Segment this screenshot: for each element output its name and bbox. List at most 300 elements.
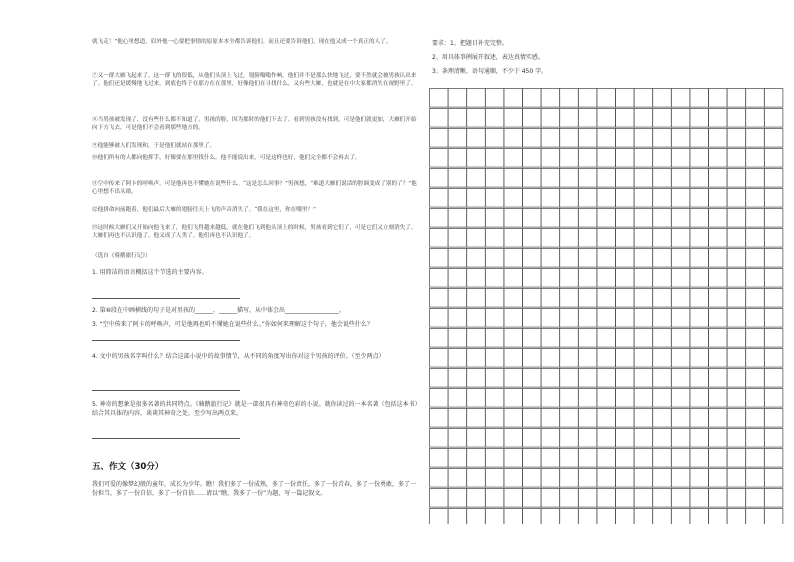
grid-cell[interactable]	[485, 249, 504, 268]
grid-cell[interactable]	[523, 429, 542, 448]
grid-cell[interactable]	[597, 229, 616, 248]
grid-cell[interactable]	[448, 149, 467, 168]
grid-cell[interactable]	[597, 169, 616, 188]
grid-cell[interactable]	[523, 189, 542, 208]
grid-cell[interactable]	[727, 149, 746, 168]
grid-cell[interactable]	[578, 149, 597, 168]
grid-cell[interactable]	[746, 349, 765, 368]
grid-cell[interactable]	[653, 269, 672, 288]
grid-cell[interactable]	[541, 389, 560, 408]
grid-cell[interactable]	[727, 89, 746, 108]
grid-cell[interactable]	[485, 109, 504, 128]
grid-cell[interactable]	[597, 309, 616, 328]
grid-cell[interactable]	[541, 129, 560, 148]
grid-cell[interactable]	[727, 109, 746, 128]
grid-cell[interactable]	[541, 89, 560, 108]
grid-cell[interactable]	[485, 169, 504, 188]
grid-cell[interactable]	[653, 329, 672, 348]
grid-cell[interactable]	[523, 289, 542, 308]
grid-cell[interactable]	[764, 189, 783, 208]
grid-cell[interactable]	[597, 369, 616, 388]
grid-cell[interactable]	[485, 469, 504, 488]
grid-cell[interactable]	[430, 509, 449, 525]
grid-cell[interactable]	[504, 329, 523, 348]
grid-cell[interactable]	[653, 209, 672, 228]
grid-cell[interactable]	[430, 189, 449, 208]
grid-cell[interactable]	[578, 289, 597, 308]
grid-cell[interactable]	[616, 249, 635, 268]
grid-cell[interactable]	[616, 189, 635, 208]
grid-cell[interactable]	[504, 149, 523, 168]
answer-line[interactable]	[92, 438, 240, 439]
grid-cell[interactable]	[634, 109, 653, 128]
grid-cell[interactable]	[448, 349, 467, 368]
grid-cell[interactable]	[727, 349, 746, 368]
grid-cell[interactable]	[430, 309, 449, 328]
grid-cell[interactable]	[578, 349, 597, 368]
grid-cell[interactable]	[467, 129, 486, 148]
grid-cell[interactable]	[578, 189, 597, 208]
grid-cell[interactable]	[727, 449, 746, 468]
grid-cell[interactable]	[578, 89, 597, 108]
grid-cell[interactable]	[690, 389, 709, 408]
grid-cell[interactable]	[448, 269, 467, 288]
grid-cell[interactable]	[634, 489, 653, 508]
grid-cell[interactable]	[709, 349, 728, 368]
grid-cell[interactable]	[560, 109, 579, 128]
grid-cell[interactable]	[504, 469, 523, 488]
grid-cell[interactable]	[727, 329, 746, 348]
grid-cell[interactable]	[448, 229, 467, 248]
grid-cell[interactable]	[634, 89, 653, 108]
grid-cell[interactable]	[485, 329, 504, 348]
grid-cell[interactable]	[671, 469, 690, 488]
grid-cell[interactable]	[653, 349, 672, 368]
grid-cell[interactable]	[709, 309, 728, 328]
grid-cell[interactable]	[616, 129, 635, 148]
grid-cell[interactable]	[727, 489, 746, 508]
grid-cell[interactable]	[430, 149, 449, 168]
grid-cell[interactable]	[634, 189, 653, 208]
grid-cell[interactable]	[746, 289, 765, 308]
grid-cell[interactable]	[634, 449, 653, 468]
grid-cell[interactable]	[560, 89, 579, 108]
grid-cell[interactable]	[448, 309, 467, 328]
grid-cell[interactable]	[448, 329, 467, 348]
grid-cell[interactable]	[504, 349, 523, 368]
grid-cell[interactable]	[430, 109, 449, 128]
grid-cell[interactable]	[671, 249, 690, 268]
grid-cell[interactable]	[597, 289, 616, 308]
grid-cell[interactable]	[597, 509, 616, 525]
grid-cell[interactable]	[485, 89, 504, 108]
grid-cell[interactable]	[709, 369, 728, 388]
grid-cell[interactable]	[709, 509, 728, 525]
grid-cell[interactable]	[764, 449, 783, 468]
grid-cell[interactable]	[578, 389, 597, 408]
grid-cell[interactable]	[560, 249, 579, 268]
grid-cell[interactable]	[634, 369, 653, 388]
grid-cell[interactable]	[690, 289, 709, 308]
grid-cell[interactable]	[671, 409, 690, 428]
grid-cell[interactable]	[597, 489, 616, 508]
grid-cell[interactable]	[671, 309, 690, 328]
grid-cell[interactable]	[746, 369, 765, 388]
grid-cell[interactable]	[448, 129, 467, 148]
grid-cell[interactable]	[616, 409, 635, 428]
grid-cell[interactable]	[671, 489, 690, 508]
answer-line[interactable]	[92, 390, 240, 391]
grid-cell[interactable]	[616, 109, 635, 128]
grid-cell[interactable]	[430, 489, 449, 508]
grid-cell[interactable]	[727, 289, 746, 308]
grid-cell[interactable]	[746, 329, 765, 348]
grid-cell[interactable]	[541, 369, 560, 388]
grid-cell[interactable]	[485, 429, 504, 448]
grid-cell[interactable]	[541, 449, 560, 468]
grid-cell[interactable]	[448, 289, 467, 308]
grid-cell[interactable]	[764, 369, 783, 388]
grid-cell[interactable]	[671, 389, 690, 408]
grid-cell[interactable]	[727, 369, 746, 388]
grid-cell[interactable]	[523, 389, 542, 408]
grid-cell[interactable]	[727, 429, 746, 448]
grid-cell[interactable]	[616, 149, 635, 168]
grid-cell[interactable]	[653, 429, 672, 448]
grid-cell[interactable]	[727, 209, 746, 228]
grid-cell[interactable]	[653, 389, 672, 408]
grid-cell[interactable]	[690, 349, 709, 368]
grid-cell[interactable]	[634, 169, 653, 188]
grid-cell[interactable]	[671, 129, 690, 148]
grid-cell[interactable]	[597, 149, 616, 168]
grid-cell[interactable]	[746, 149, 765, 168]
grid-cell[interactable]	[764, 209, 783, 228]
grid-cell[interactable]	[727, 229, 746, 248]
grid-cell[interactable]	[597, 389, 616, 408]
grid-cell[interactable]	[690, 429, 709, 448]
grid-cell[interactable]	[523, 349, 542, 368]
grid-cell[interactable]	[485, 369, 504, 388]
grid-cell[interactable]	[764, 89, 783, 108]
grid-cell[interactable]	[597, 209, 616, 228]
grid-cell[interactable]	[671, 169, 690, 188]
grid-cell[interactable]	[560, 309, 579, 328]
grid-cell[interactable]	[746, 389, 765, 408]
grid-cell[interactable]	[634, 289, 653, 308]
grid-cell[interactable]	[709, 409, 728, 428]
grid-cell[interactable]	[523, 129, 542, 148]
grid-cell[interactable]	[448, 389, 467, 408]
grid-cell[interactable]	[616, 489, 635, 508]
grid-cell[interactable]	[523, 109, 542, 128]
grid-cell[interactable]	[727, 509, 746, 525]
grid-cell[interactable]	[727, 309, 746, 328]
grid-cell[interactable]	[709, 129, 728, 148]
grid-cell[interactable]	[764, 169, 783, 188]
grid-cell[interactable]	[764, 349, 783, 368]
grid-cell[interactable]	[746, 189, 765, 208]
grid-cell[interactable]	[764, 409, 783, 428]
grid-cell[interactable]	[485, 489, 504, 508]
grid-cell[interactable]	[467, 289, 486, 308]
grid-cell[interactable]	[541, 429, 560, 448]
grid-cell[interactable]	[560, 409, 579, 428]
grid-cell[interactable]	[671, 229, 690, 248]
grid-cell[interactable]	[709, 109, 728, 128]
grid-cell[interactable]	[504, 169, 523, 188]
grid-cell[interactable]	[690, 169, 709, 188]
grid-cell[interactable]	[597, 249, 616, 268]
grid-cell[interactable]	[541, 189, 560, 208]
grid-cell[interactable]	[653, 369, 672, 388]
grid-cell[interactable]	[504, 369, 523, 388]
grid-cell[interactable]	[541, 349, 560, 368]
grid-cell[interactable]	[578, 329, 597, 348]
grid-cell[interactable]	[709, 469, 728, 488]
grid-cell[interactable]	[560, 169, 579, 188]
answer-line[interactable]	[92, 340, 240, 341]
grid-cell[interactable]	[746, 409, 765, 428]
grid-cell[interactable]	[578, 309, 597, 328]
grid-cell[interactable]	[467, 349, 486, 368]
grid-cell[interactable]	[523, 469, 542, 488]
grid-cell[interactable]	[485, 269, 504, 288]
grid-cell[interactable]	[690, 109, 709, 128]
grid-cell[interactable]	[523, 509, 542, 525]
grid-cell[interactable]	[430, 89, 449, 108]
grid-cell[interactable]	[653, 249, 672, 268]
writing-grid[interactable]	[429, 88, 791, 524]
grid-cell[interactable]	[467, 169, 486, 188]
grid-cell[interactable]	[485, 409, 504, 428]
grid-cell[interactable]	[690, 209, 709, 228]
grid-cell[interactable]	[504, 489, 523, 508]
grid-cell[interactable]	[616, 269, 635, 288]
grid-cell[interactable]	[653, 409, 672, 428]
grid-cell[interactable]	[560, 389, 579, 408]
grid-cell[interactable]	[764, 309, 783, 328]
grid-cell[interactable]	[690, 329, 709, 348]
grid-cell[interactable]	[430, 129, 449, 148]
grid-cell[interactable]	[671, 349, 690, 368]
grid-cell[interactable]	[690, 309, 709, 328]
grid-cell[interactable]	[616, 329, 635, 348]
grid-cell[interactable]	[764, 429, 783, 448]
grid-cell[interactable]	[671, 189, 690, 208]
grid-cell[interactable]	[467, 389, 486, 408]
grid-cell[interactable]	[690, 249, 709, 268]
grid-cell[interactable]	[597, 189, 616, 208]
grid-cell[interactable]	[709, 209, 728, 228]
grid-cell[interactable]	[467, 229, 486, 248]
grid-cell[interactable]	[560, 149, 579, 168]
grid-cell[interactable]	[467, 329, 486, 348]
grid-cell[interactable]	[467, 189, 486, 208]
grid-cell[interactable]	[467, 429, 486, 448]
grid-cell[interactable]	[448, 489, 467, 508]
grid-cell[interactable]	[523, 169, 542, 188]
grid-cell[interactable]	[597, 449, 616, 468]
grid-cell[interactable]	[597, 409, 616, 428]
grid-cell[interactable]	[448, 109, 467, 128]
grid-cell[interactable]	[541, 229, 560, 248]
grid-cell[interactable]	[764, 269, 783, 288]
grid-cell[interactable]	[523, 209, 542, 228]
grid-cell[interactable]	[523, 249, 542, 268]
grid-cell[interactable]	[671, 429, 690, 448]
grid-cell[interactable]	[616, 509, 635, 525]
grid-cell[interactable]	[690, 449, 709, 468]
grid-cell[interactable]	[653, 449, 672, 468]
grid-cell[interactable]	[430, 469, 449, 488]
grid-cell[interactable]	[467, 109, 486, 128]
grid-cell[interactable]	[578, 429, 597, 448]
grid-cell[interactable]	[467, 489, 486, 508]
grid-cell[interactable]	[541, 169, 560, 188]
grid-cell[interactable]	[430, 249, 449, 268]
grid-cell[interactable]	[578, 269, 597, 288]
grid-cell[interactable]	[746, 489, 765, 508]
grid-cell[interactable]	[467, 89, 486, 108]
grid-cell[interactable]	[764, 149, 783, 168]
grid-cell[interactable]	[504, 249, 523, 268]
grid-cell[interactable]	[448, 469, 467, 488]
grid-cell[interactable]	[746, 209, 765, 228]
grid-cell[interactable]	[523, 229, 542, 248]
grid-cell[interactable]	[746, 469, 765, 488]
grid-cell[interactable]	[504, 129, 523, 148]
grid-cell[interactable]	[430, 389, 449, 408]
grid-cell[interactable]	[690, 89, 709, 108]
grid-cell[interactable]	[727, 249, 746, 268]
grid-cell[interactable]	[523, 409, 542, 428]
grid-cell[interactable]	[746, 229, 765, 248]
grid-cell[interactable]	[709, 229, 728, 248]
grid-cell[interactable]	[541, 469, 560, 488]
grid-cell[interactable]	[616, 169, 635, 188]
grid-cell[interactable]	[690, 129, 709, 148]
grid-cell[interactable]	[597, 429, 616, 448]
grid-cell[interactable]	[541, 309, 560, 328]
grid-cell[interactable]	[690, 409, 709, 428]
grid-cell[interactable]	[709, 389, 728, 408]
grid-cell[interactable]	[634, 409, 653, 428]
grid-cell[interactable]	[671, 449, 690, 468]
grid-cell[interactable]	[448, 189, 467, 208]
grid-cell[interactable]	[504, 109, 523, 128]
grid-cell[interactable]	[485, 309, 504, 328]
grid-cell[interactable]	[671, 109, 690, 128]
grid-cell[interactable]	[504, 289, 523, 308]
grid-cell[interactable]	[560, 369, 579, 388]
grid-cell[interactable]	[504, 209, 523, 228]
grid-cell[interactable]	[746, 509, 765, 525]
grid-cell[interactable]	[709, 289, 728, 308]
grid-cell[interactable]	[485, 229, 504, 248]
grid-cell[interactable]	[560, 229, 579, 248]
grid-cell[interactable]	[634, 229, 653, 248]
grid-cell[interactable]	[523, 89, 542, 108]
grid-cell[interactable]	[597, 329, 616, 348]
grid-cell[interactable]	[560, 129, 579, 148]
grid-cell[interactable]	[448, 369, 467, 388]
grid-cell[interactable]	[430, 209, 449, 228]
grid-cell[interactable]	[485, 149, 504, 168]
grid-cell[interactable]	[764, 509, 783, 525]
grid-cell[interactable]	[430, 229, 449, 248]
grid-cell[interactable]	[727, 469, 746, 488]
grid-cell[interactable]	[634, 149, 653, 168]
grid-cell[interactable]	[764, 389, 783, 408]
grid-cell[interactable]	[523, 369, 542, 388]
grid-cell[interactable]	[560, 489, 579, 508]
grid-cell[interactable]	[616, 429, 635, 448]
grid-cell[interactable]	[560, 209, 579, 228]
grid-cell[interactable]	[560, 429, 579, 448]
grid-cell[interactable]	[616, 289, 635, 308]
grid-cell[interactable]	[448, 429, 467, 448]
grid-cell[interactable]	[541, 109, 560, 128]
grid-cell[interactable]	[634, 329, 653, 348]
grid-cell[interactable]	[653, 189, 672, 208]
grid-cell[interactable]	[560, 189, 579, 208]
grid-cell[interactable]	[690, 469, 709, 488]
grid-cell[interactable]	[560, 289, 579, 308]
grid-cell[interactable]	[504, 429, 523, 448]
grid-cell[interactable]	[653, 289, 672, 308]
grid-cell[interactable]	[634, 349, 653, 368]
grid-cell[interactable]	[634, 309, 653, 328]
grid-cell[interactable]	[448, 169, 467, 188]
grid-cell[interactable]	[671, 509, 690, 525]
grid-cell[interactable]	[727, 169, 746, 188]
grid-cell[interactable]	[746, 89, 765, 108]
grid-cell[interactable]	[467, 209, 486, 228]
grid-cell[interactable]	[578, 249, 597, 268]
grid-cell[interactable]	[430, 289, 449, 308]
grid-cell[interactable]	[523, 269, 542, 288]
grid-cell[interactable]	[504, 189, 523, 208]
grid-cell[interactable]	[541, 409, 560, 428]
grid-cell[interactable]	[616, 309, 635, 328]
grid-cell[interactable]	[653, 509, 672, 525]
grid-cell[interactable]	[485, 189, 504, 208]
grid-cell[interactable]	[448, 249, 467, 268]
grid-cell[interactable]	[467, 409, 486, 428]
grid-cell[interactable]	[764, 469, 783, 488]
grid-cell[interactable]	[504, 229, 523, 248]
grid-cell[interactable]	[616, 389, 635, 408]
grid-cell[interactable]	[764, 129, 783, 148]
grid-cell[interactable]	[560, 449, 579, 468]
grid-cell[interactable]	[578, 449, 597, 468]
grid-cell[interactable]	[578, 469, 597, 488]
grid-cell[interactable]	[430, 349, 449, 368]
grid-cell[interactable]	[541, 149, 560, 168]
grid-cell[interactable]	[746, 249, 765, 268]
grid-cell[interactable]	[430, 449, 449, 468]
grid-cell[interactable]	[597, 269, 616, 288]
grid-cell[interactable]	[448, 409, 467, 428]
grid-cell[interactable]	[746, 309, 765, 328]
grid-cell[interactable]	[560, 269, 579, 288]
grid-cell[interactable]	[523, 149, 542, 168]
grid-cell[interactable]	[746, 269, 765, 288]
grid-cell[interactable]	[764, 109, 783, 128]
grid-cell[interactable]	[485, 289, 504, 308]
grid-cell[interactable]	[560, 509, 579, 525]
